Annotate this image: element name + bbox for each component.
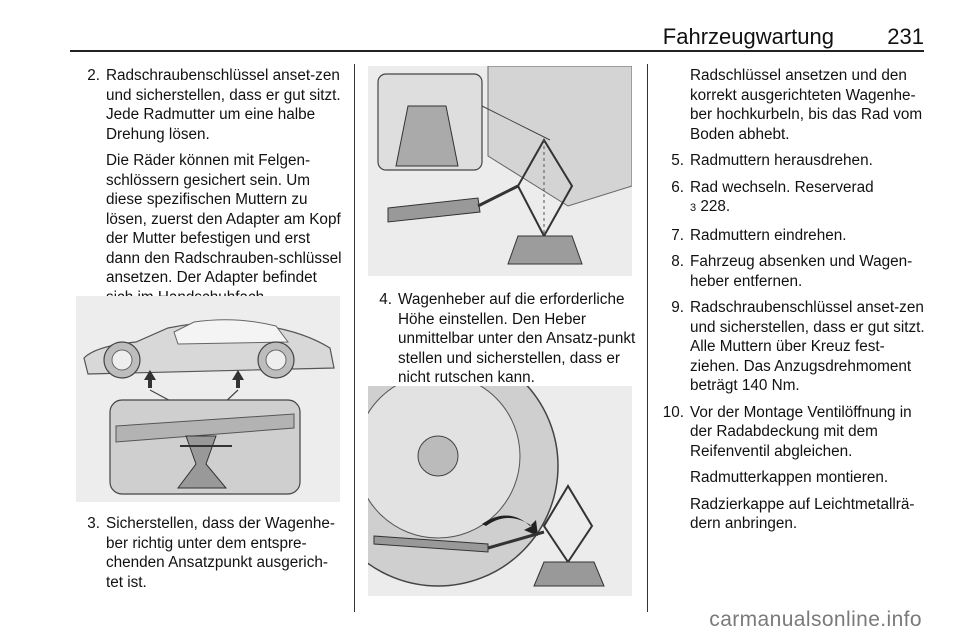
page-reference-number: 228. bbox=[700, 198, 731, 215]
column-1 bbox=[76, 66, 342, 314]
step-number: 5. bbox=[671, 152, 684, 169]
step-number: 8. bbox=[671, 253, 684, 270]
jack-detail-figure bbox=[368, 66, 632, 276]
jack-crank-figure bbox=[368, 386, 632, 596]
step-text: Radschraubenschlüssel anset-zen und sicherstellen, dass er gut sitzt. Jede Radmutter um eine halbe Drehung lösen. bbox=[106, 67, 341, 143]
step-note: Radzierkappe auf Leichtmetallrä-dern anbringen. bbox=[690, 495, 915, 532]
step-number: 9. bbox=[671, 299, 684, 316]
step-text: Wagenheber auf die erforderliche Höhe einstellen. Den Heber unmittelbar unter den Ansatz-punkt stellen und sicherstellen, dass er nicht rutschen kann. bbox=[398, 291, 636, 386]
column-2 bbox=[368, 290, 636, 395]
step-text: Radmuttern eindrehen. bbox=[690, 226, 847, 244]
step-text: Vor der Montage Ventilöffnung in der Radabdeckung mit dem Reifenventil abgleichen. bbox=[690, 403, 912, 460]
step-text: Rad wechseln. Reserverad bbox=[690, 178, 874, 196]
header-rule bbox=[70, 50, 924, 52]
column-divider-1 bbox=[354, 64, 355, 612]
step-text: Fahrzeug absenken und Wagen-heber entfernen. bbox=[690, 253, 913, 290]
step-10 bbox=[660, 403, 928, 534]
step-number: 4. bbox=[379, 291, 392, 308]
step-2 bbox=[76, 66, 342, 307]
step-note: Die Räder können mit Felgen-schlössern gesichert sein. Um diese spezifischen Muttern zu lösen, zuerst den Adapter am Kopf der Mutter befestigen und erst dann den Radschrauben-schlüssel ansetzen. Der Adapter befindet bbox=[106, 152, 342, 286]
page-reference-icon: 3 bbox=[690, 202, 697, 214]
step-text: Sicherstellen, dass der Wagenhe-ber richtig unter dem entspre-chenden Ansatzpunkt ausgerich-tet ist. bbox=[106, 515, 336, 591]
watermark: carmanualsonline.info bbox=[709, 608, 922, 631]
step-6 bbox=[660, 178, 928, 219]
page-header bbox=[70, 24, 924, 50]
page-reference[interactable] bbox=[690, 198, 730, 215]
column-1-lower bbox=[76, 514, 342, 599]
step-note: Radmutterkappen montieren. bbox=[690, 469, 889, 486]
step-7 bbox=[660, 226, 928, 246]
step-text: Radschraubenschlüssel anset-zen und sicherstellen, dass er gut sitzt. Alle Muttern über Kreuz fest-ziehen. Das Anzugsdrehmoment beträgt 140 Nm. bbox=[690, 299, 925, 394]
up-arrow-icon bbox=[232, 370, 244, 388]
step-text: Radmuttern herausdrehen. bbox=[690, 152, 873, 169]
step-number: 7. bbox=[671, 226, 684, 244]
step-3 bbox=[76, 514, 342, 592]
step-number: 6. bbox=[671, 178, 684, 196]
jack-points-figure bbox=[76, 296, 340, 502]
step-5 bbox=[660, 151, 928, 171]
page-number: 231 bbox=[887, 24, 924, 49]
page-title: Fahrzeugwartung bbox=[662, 24, 834, 49]
column-divider-2 bbox=[647, 64, 648, 612]
column-3 bbox=[660, 66, 928, 541]
step-8 bbox=[660, 252, 928, 291]
step-intro bbox=[660, 66, 928, 144]
step-text: Radschlüssel ansetzen und den korrekt ausgerichteten Wagenhe-ber hochkurbeln, bis das Rad vom Boden abhebt. bbox=[690, 67, 923, 143]
step-4 bbox=[368, 290, 636, 388]
step-number: 2. bbox=[87, 67, 100, 84]
step-9 bbox=[660, 298, 928, 396]
step-number: 3. bbox=[87, 515, 100, 532]
step-number: 10. bbox=[662, 403, 684, 421]
